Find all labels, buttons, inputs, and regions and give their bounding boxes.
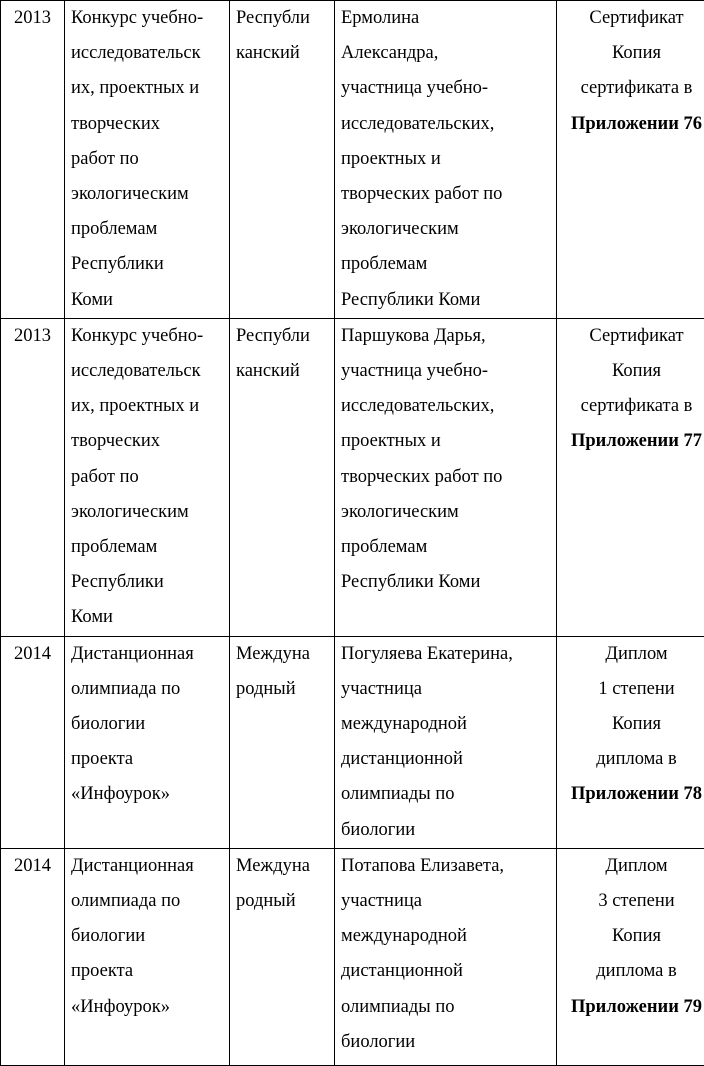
level-line: Республи — [236, 319, 330, 354]
level-line: родный — [236, 672, 330, 707]
participant-line: исследовательских, — [341, 107, 552, 142]
competition-line: «Инфоурок» — [71, 990, 225, 1025]
award-line: Копия — [557, 919, 704, 954]
award-line: Сертификат — [557, 1, 704, 36]
competition-line: Республики — [71, 247, 225, 282]
competition-line: Конкурс учебно- — [71, 319, 225, 354]
participant-line: исследовательских, — [341, 389, 552, 424]
competition-line: «Инфоурок» — [71, 777, 225, 812]
award-line: Сертификат — [557, 319, 704, 354]
award-line: 3 степени — [557, 884, 704, 919]
appendix-reference: Приложении 78 — [557, 777, 704, 812]
participant-line: олимпиады по — [341, 777, 552, 812]
year-text: 2013 — [5, 319, 60, 354]
competition-line: Коми — [71, 283, 225, 318]
competition-cell — [65, 1, 230, 319]
participant-cell — [335, 848, 557, 1065]
participant-line: Республики Коми — [341, 283, 552, 318]
competition-line: Республики — [71, 565, 225, 600]
appendix-reference: Приложении 76 — [557, 107, 704, 142]
level-cell — [230, 848, 335, 1065]
competition-line: Коми — [71, 600, 225, 635]
appendix-reference: Приложении 77 — [557, 424, 704, 459]
award-line: 1 степени — [557, 672, 704, 707]
level-line: Междуна — [236, 849, 330, 884]
participant-line: Ермолина — [341, 1, 552, 36]
year-cell — [1, 318, 65, 636]
participant-line: Александра, — [341, 36, 552, 71]
participant-line: творческих работ по — [341, 177, 552, 212]
level-line: родный — [236, 884, 330, 919]
year-cell — [1, 636, 65, 848]
table-row — [1, 318, 704, 636]
competition-line: их, проектных и — [71, 389, 225, 424]
participant-line: международной — [341, 707, 552, 742]
level-line: Республи — [236, 1, 330, 36]
competition-line: творческих — [71, 107, 225, 142]
award-line: Копия — [557, 707, 704, 742]
level-line: канский — [236, 36, 330, 71]
table-row — [1, 636, 704, 848]
competition-cell — [65, 636, 230, 848]
participant-cell — [335, 636, 557, 848]
competition-line: проблемам — [71, 212, 225, 247]
appendix-reference: Приложении 79 — [557, 990, 704, 1025]
award-cell — [557, 636, 704, 848]
competition-line: экологическим — [71, 177, 225, 212]
award-cell — [557, 1, 704, 319]
competition-cell — [65, 848, 230, 1065]
competition-line: олимпиада по — [71, 672, 225, 707]
competition-line: Конкурс учебно- — [71, 1, 225, 36]
competition-line: биологии — [71, 707, 225, 742]
competition-line: Дистанционная — [71, 849, 225, 884]
year-cell — [1, 848, 65, 1065]
participant-line: Потапова Елизавета, — [341, 849, 552, 884]
year-cell — [1, 1, 65, 319]
participant-line: дистанционной — [341, 742, 552, 777]
competition-line: олимпиада по — [71, 884, 225, 919]
competition-line: проекта — [71, 954, 225, 989]
participant-line: экологическим — [341, 495, 552, 530]
competition-line: биологии — [71, 919, 225, 954]
competition-line: их, проектных и — [71, 71, 225, 106]
participant-line: участница учебно- — [341, 354, 552, 389]
participant-line: проблемам — [341, 247, 552, 282]
participant-line: Паршукова Дарья, — [341, 319, 552, 354]
participant-line: биологии — [341, 1025, 552, 1060]
level-cell — [230, 1, 335, 319]
participant-line: Погуляева Екатерина, — [341, 637, 552, 672]
participant-line: участница учебно- — [341, 71, 552, 106]
participant-cell — [335, 1, 557, 319]
award-line: диплома в — [557, 954, 704, 989]
participant-line: международной — [341, 919, 552, 954]
award-cell — [557, 318, 704, 636]
award-cell — [557, 848, 704, 1065]
participant-line: олимпиады по — [341, 990, 552, 1025]
competition-line: работ по — [71, 142, 225, 177]
participant-line: Республики Коми — [341, 565, 552, 600]
competition-line: проблемам — [71, 530, 225, 565]
participant-line: биологии — [341, 813, 552, 848]
year-text: 2014 — [5, 637, 60, 672]
competition-line: проекта — [71, 742, 225, 777]
table-row — [1, 1, 704, 319]
participant-line: проблемам — [341, 530, 552, 565]
year-text: 2013 — [5, 1, 60, 36]
award-line: сертификата в — [557, 389, 704, 424]
level-line: Междуна — [236, 637, 330, 672]
award-line: Копия — [557, 354, 704, 389]
competition-line: исследовательск — [71, 354, 225, 389]
competition-line: работ по — [71, 460, 225, 495]
year-text: 2014 — [5, 849, 60, 884]
participant-line: проектных и — [341, 424, 552, 459]
participant-cell — [335, 318, 557, 636]
award-line: Копия — [557, 36, 704, 71]
table-row — [1, 848, 704, 1065]
participant-line: творческих работ по — [341, 460, 552, 495]
table-body — [1, 1, 704, 1066]
award-line: Диплом — [557, 849, 704, 884]
level-cell — [230, 636, 335, 848]
participant-line: дистанционной — [341, 954, 552, 989]
participant-line: проектных и — [341, 142, 552, 177]
competition-line: творческих — [71, 424, 225, 459]
competition-line: экологическим — [71, 495, 225, 530]
participant-line: участница — [341, 672, 552, 707]
competition-line: исследовательск — [71, 36, 225, 71]
participant-line: экологическим — [341, 212, 552, 247]
competition-cell — [65, 318, 230, 636]
level-cell — [230, 318, 335, 636]
competition-line: Дистанционная — [71, 637, 225, 672]
award-line: Диплом — [557, 637, 704, 672]
participant-line: участница — [341, 884, 552, 919]
level-line: канский — [236, 354, 330, 389]
award-line: сертификата в — [557, 71, 704, 106]
award-line: диплома в — [557, 742, 704, 777]
